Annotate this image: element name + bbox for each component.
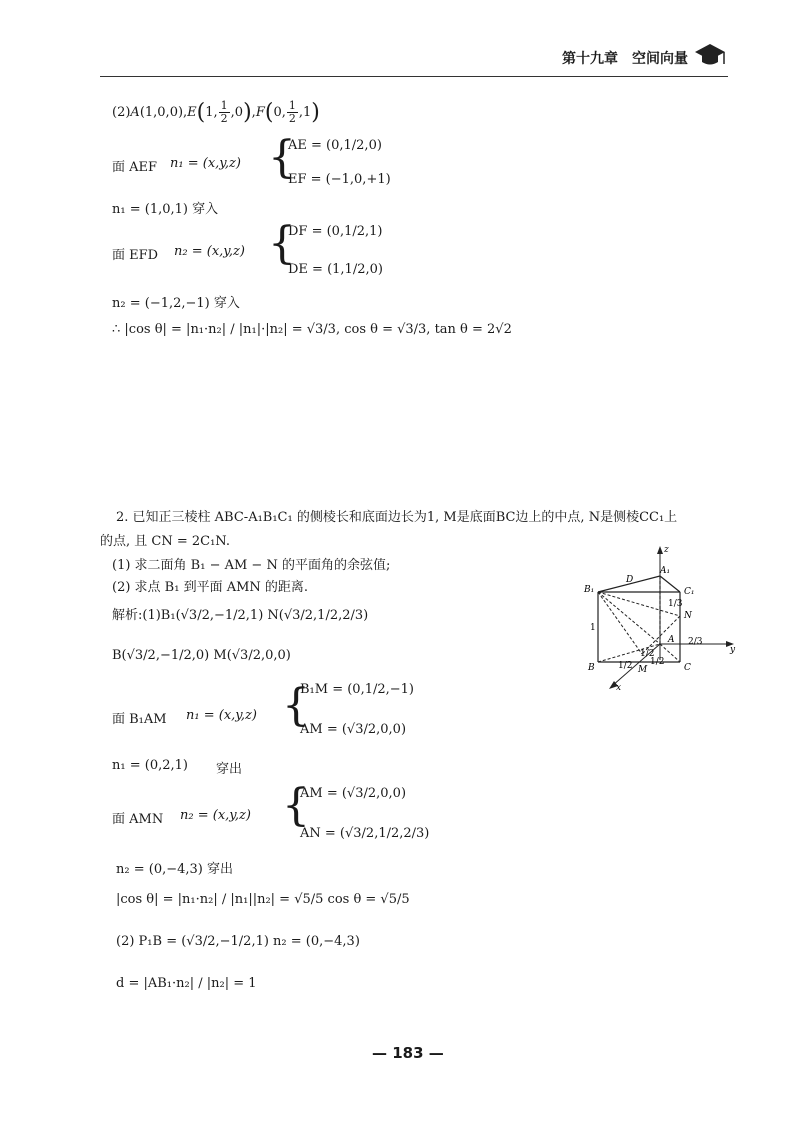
p2-distance: d = |AB₁·n₂| / |n₂| = 1 bbox=[116, 976, 257, 991]
label-half1: 1/2 bbox=[618, 661, 633, 671]
page-number: — 183 — bbox=[372, 1044, 444, 1062]
p2-statement-line1: 2. 已知正三棱柱 ABC-A₁B₁C₁ 的侧棱长和底面边长为1, M是底面BC边上的中点, N是侧棱CC₁上 bbox=[116, 510, 678, 525]
sol1-ae: AE = (0,1/2,0) bbox=[288, 138, 382, 153]
sol1-n1-result: n₁ = (1,0,1) 穿入 bbox=[112, 202, 219, 217]
p2-n2-def: n₂ = (x,y,z) bbox=[180, 808, 251, 823]
sol1-ef: EF = (−1,0,+1) bbox=[288, 172, 391, 187]
p2-plane-amn: 面 AMN bbox=[112, 812, 164, 827]
sol1-points: (2)A(1,0,0),E(1, $\frac{1}{2}$ ,0),F(0, $\frac{1}{2}$ ,1) bbox=[112, 99, 320, 125]
p2-points2: B(√3/2,−1/2,0) M(√3/2,0,0) bbox=[112, 648, 291, 663]
brace: { bbox=[268, 218, 296, 269]
brace: { bbox=[268, 132, 296, 183]
sol1-n2-def: n₂ = (x,y,z) bbox=[174, 244, 245, 259]
label-a1: A₁ bbox=[660, 566, 671, 576]
p2-points1: 解析:(1)B₁(√3/2,−1/2,1) N(√3/2,1/2,2/3) bbox=[112, 608, 369, 623]
label-b: B bbox=[588, 663, 595, 673]
sol1-cos-result: ∴ |cos θ| = |n₁·n₂| / |n₁|·|n₂| = √3/3, cos θ = √3/3, tan θ = 2√2 bbox=[112, 322, 512, 337]
header-rule bbox=[100, 76, 728, 77]
p2-question2: (2) 求点 B₁ 到平面 AMN 的距离. bbox=[112, 580, 309, 595]
label-two-thirds: 2/3 bbox=[688, 637, 703, 647]
p2-statement-line2: 的点, 且 CN = 2C₁N. bbox=[100, 534, 230, 549]
p2-an: AN = (√3/2,1/2,2/3) bbox=[300, 826, 430, 841]
p2-part2: (2) P₁B = (√3/2,−1/2,1) n₂ = (0,−4,3) bbox=[116, 934, 360, 949]
sol1-n2-result: n₂ = (−1,2,−1) 穿入 bbox=[112, 296, 240, 311]
label-b1: B₁ bbox=[584, 585, 595, 595]
label-a: A bbox=[668, 635, 675, 645]
header-chapter: 第十九章 bbox=[562, 51, 618, 67]
brace: { bbox=[282, 780, 310, 831]
p2-n1-tag: 穿出 bbox=[216, 762, 243, 777]
label-d: D bbox=[626, 575, 634, 585]
brace: { bbox=[282, 680, 310, 731]
label-half2: 1/2 bbox=[650, 657, 665, 667]
prism-figure bbox=[580, 540, 740, 700]
graduation-cap-icon bbox=[693, 40, 727, 68]
label-c1: C₁ bbox=[684, 587, 695, 597]
sol1-de: DE = (1,1/2,0) bbox=[288, 262, 383, 277]
sol1-df: DF = (0,1/2,1) bbox=[288, 224, 383, 239]
sol1-plane-aef: 面 AEF bbox=[112, 160, 158, 175]
label-y: y bbox=[730, 645, 736, 655]
label-one-third: 1/3 bbox=[668, 599, 683, 609]
p2-am2: AM = (√3/2,0,0) bbox=[300, 786, 407, 801]
p2-am: AM = (√3/2,0,0) bbox=[300, 722, 407, 737]
p2-question1: (1) 求二面角 B₁ − AM − N 的平面角的余弦值; bbox=[112, 558, 391, 573]
label-x: x bbox=[616, 683, 622, 693]
p2-n1-result: n₁ = (0,2,1) bbox=[112, 758, 188, 773]
header-title: 空间向量 bbox=[632, 51, 688, 67]
p2-n2-result: n₂ = (0,−4,3) 穿出 bbox=[116, 862, 233, 877]
label-z: z bbox=[664, 545, 669, 555]
p2-b1m: B₁M = (0,1/2,−1) bbox=[300, 682, 414, 697]
label-n: N bbox=[684, 611, 692, 621]
p2-n1-def: n₁ = (x,y,z) bbox=[186, 708, 257, 723]
p2-plane-b1am: 面 B₁AM bbox=[112, 712, 167, 727]
label-one: 1 bbox=[590, 623, 596, 633]
p2-cos-result: |cos θ| = |n₁·n₂| / |n₁||n₂| = √5/5 cos θ = √5/5 bbox=[116, 892, 410, 907]
label-c: C bbox=[684, 663, 691, 673]
label-half3: 1/2 bbox=[640, 649, 655, 659]
sol1-plane-efd: 面 EFD bbox=[112, 248, 159, 263]
sol1-n1-def: n₁ = (x,y,z) bbox=[170, 156, 241, 171]
label-m: M bbox=[638, 665, 648, 675]
